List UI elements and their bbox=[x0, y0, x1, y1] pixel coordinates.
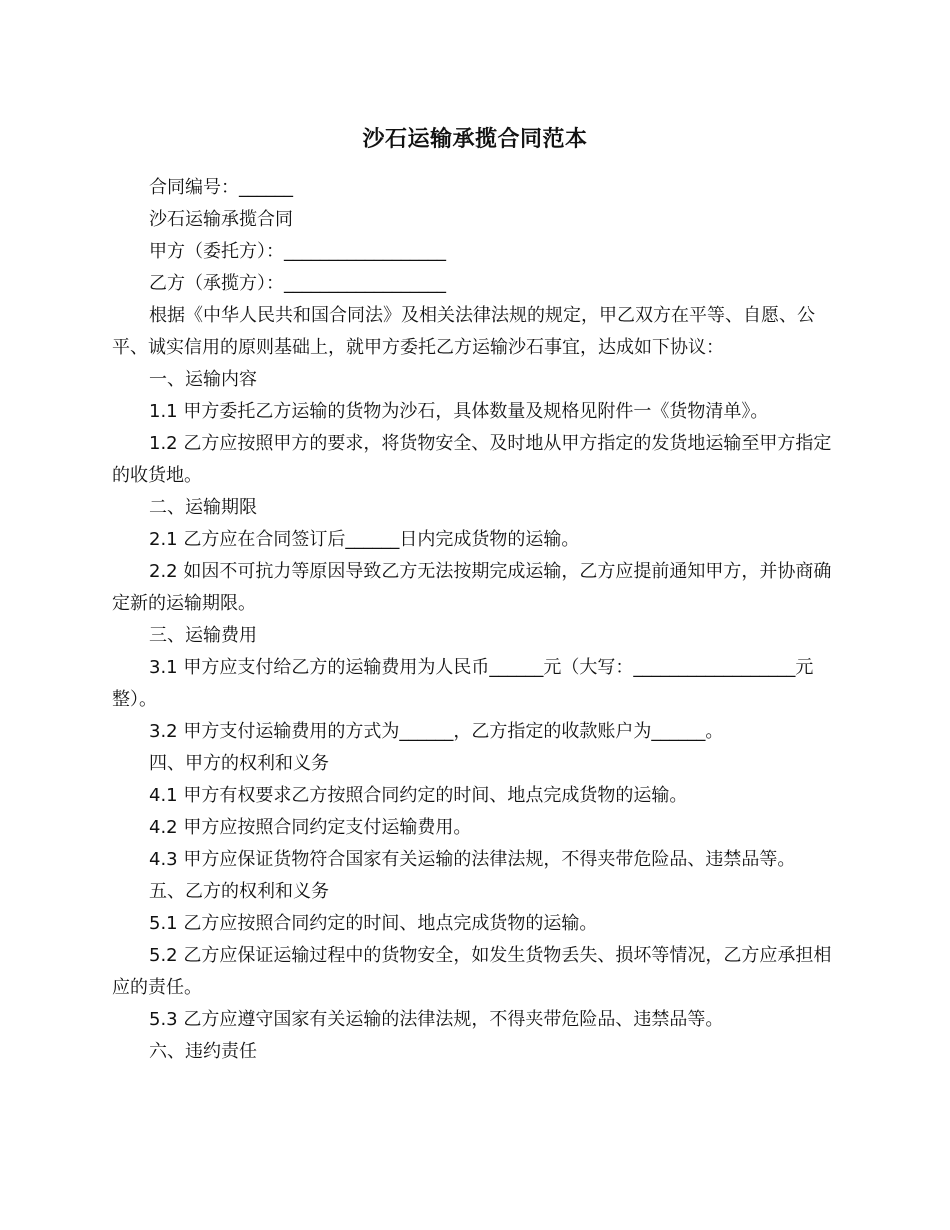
party-b-line: 乙方（承揽方）：__________________ bbox=[149, 273, 446, 294]
section-heading-3: 三、运输费用 bbox=[149, 625, 257, 646]
clause-5-1: 5.1 乙方应按照合同约定的时间、地点完成货物的运输。 bbox=[149, 913, 598, 934]
contract-name-line: 沙石运输承揽合同 bbox=[149, 209, 293, 230]
clause-4-2: 4.2 甲方应按照合同约定支付运输费用。 bbox=[149, 817, 472, 838]
clause-4-1: 4.1 甲方有权要求乙方按照合同约定的时间、地点完成货物的运输。 bbox=[149, 785, 688, 806]
section-heading-1: 一、运输内容 bbox=[149, 369, 257, 390]
clause-3-2: 3.2 甲方支付运输费用的方式为______，乙方指定的收款账户为______。 bbox=[149, 721, 724, 742]
clause-5-2: 5.2 乙方应保证运输过程中的货物安全，如发生货物丢失、损坏等情况，乙方应承担相应的责任。 bbox=[112, 945, 832, 998]
clause-5-3: 5.3 乙方应遵守国家有关运输的法律法规，不得夹带危险品、违禁品等。 bbox=[149, 1009, 724, 1030]
clause-1-2: 1.2 乙方应按照甲方的要求，将货物安全、及时地从甲方指定的发货地运输至甲方指定的收货地。 bbox=[112, 433, 832, 486]
document-title: 沙石运输承揽合同范本 bbox=[362, 127, 588, 152]
section-heading-5: 五、乙方的权利和义务 bbox=[149, 881, 329, 902]
preamble-paragraph: 根据《中华人民共和国合同法》及相关法律法规的规定，甲乙双方在平等、自愿、公平、诚实信用的原则基础上，就甲方委托乙方运输沙石事宜，达成如下协议： bbox=[112, 305, 815, 358]
clause-2-1: 2.1 乙方应在合同签订后______日内完成货物的运输。 bbox=[149, 529, 580, 550]
clause-2-2: 2.2 如因不可抗力等原因导致乙方无法按期完成运输，乙方应提前通知甲方，并协商确定新的运输期限。 bbox=[112, 561, 832, 614]
clause-3-1: 3.1 甲方应支付给乙方的运输费用为人民币______元（大写：__________________元整）。 bbox=[112, 657, 814, 710]
section-heading-6: 六、违约责任 bbox=[149, 1041, 257, 1062]
section-heading-2: 二、运输期限 bbox=[149, 497, 257, 518]
contract-number-line: 合同编号：______ bbox=[149, 177, 293, 198]
clause-1-1: 1.1 甲方委托乙方运输的货物为沙石，具体数量及规格见附件一《货物清单》。 bbox=[149, 401, 769, 422]
party-a-line: 甲方（委托方）：__________________ bbox=[149, 241, 446, 262]
section-heading-4: 四、甲方的权利和义务 bbox=[149, 753, 329, 774]
clause-4-3: 4.3 甲方应保证货物符合国家有关运输的法律法规，不得夹带危险品、违禁品等。 bbox=[149, 849, 796, 870]
